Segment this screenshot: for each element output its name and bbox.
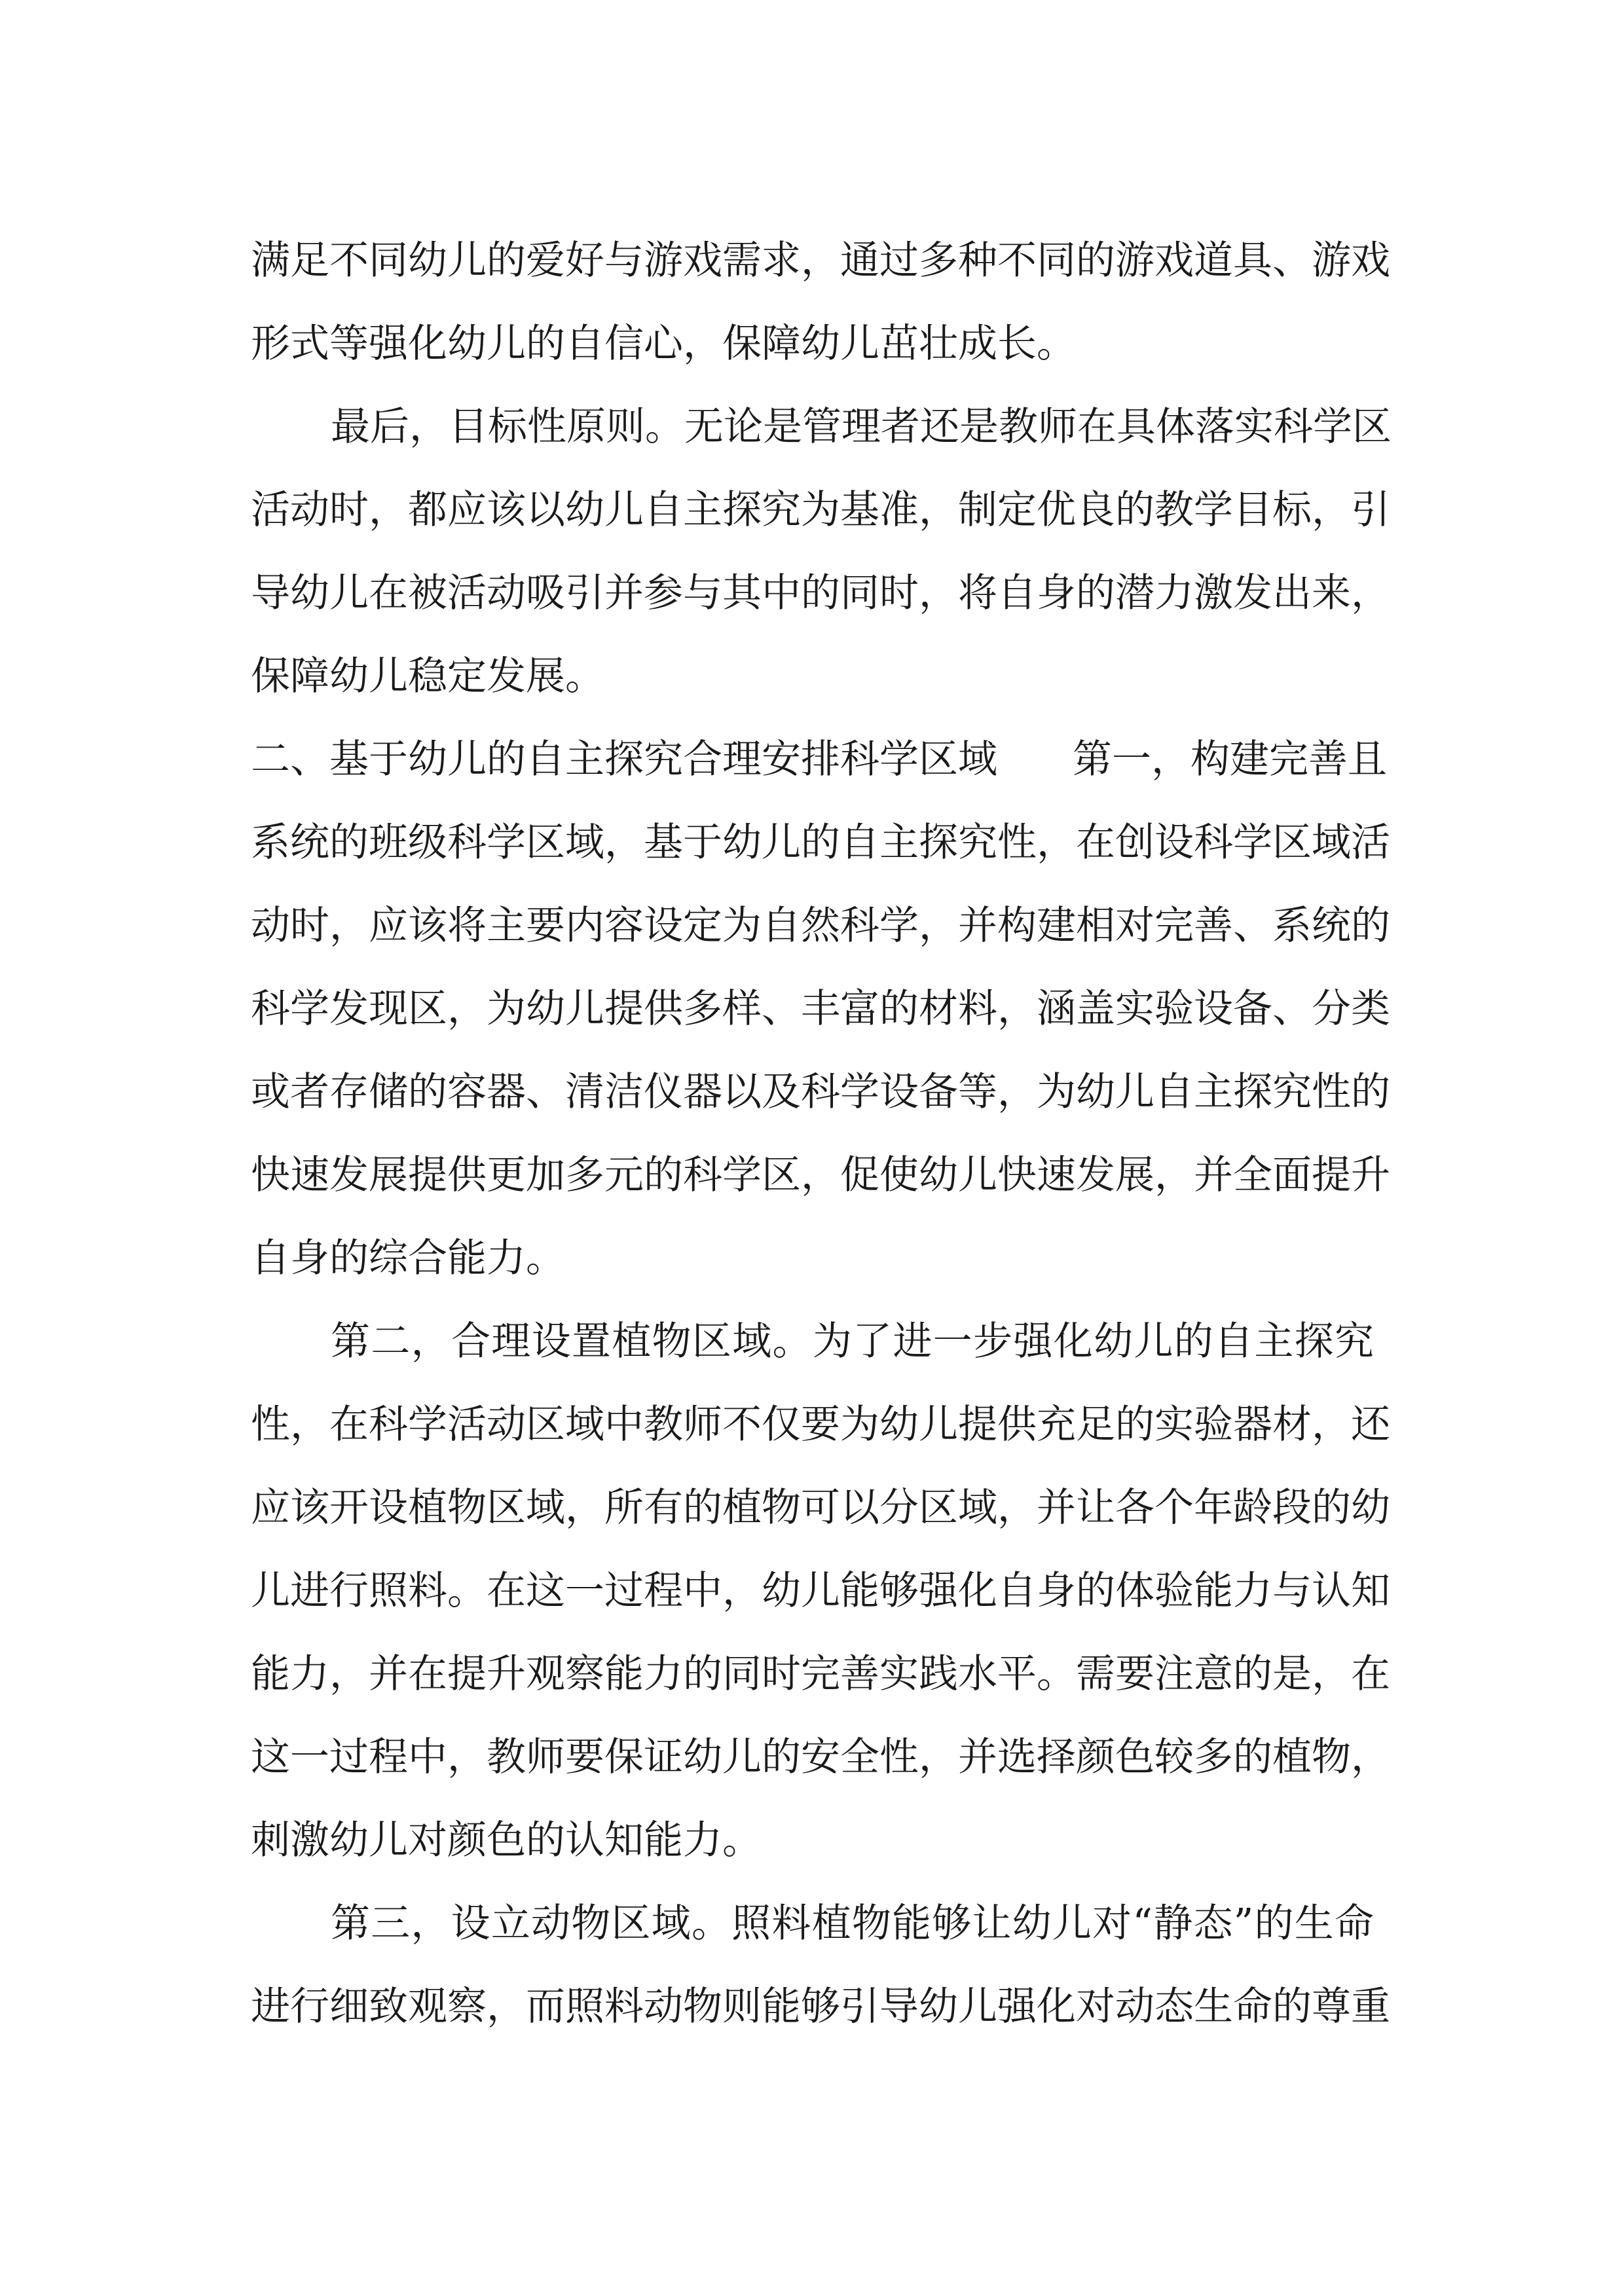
text-line: 活动时，都应该以幼儿自主探究为基准，制定优良的教学目标，引 bbox=[251, 487, 1390, 533]
text-line: 满足不同幼儿的爱好与游戏需求，通过多种不同的游戏道具、游戏 bbox=[251, 238, 1390, 283]
text-line: 性，在科学活动区域中教师不仅要为幼儿提供充足的实验器材，还 bbox=[251, 1402, 1390, 1448]
text-line: 最后，目标性原则。无论是管理者还是教师在具体落实科学区 bbox=[331, 404, 1392, 450]
document-page bbox=[251, 219, 1392, 2049]
section-heading-line bbox=[251, 718, 1387, 801]
text-line: 第一，构建完善且 bbox=[1073, 737, 1387, 782]
section-heading: 二、基于幼儿的自主探究合理安排科学区域 bbox=[251, 737, 997, 782]
text-line: 科学发现区，为幼儿提供多样、丰富的材料，涵盖实验设备、分类 bbox=[251, 986, 1390, 1032]
text-line: 第三，设立动物区域。照料植物能够让幼儿对“静态”的生命 bbox=[331, 1901, 1374, 1946]
text-line: 这一过程中，教师要保证幼儿的安全性，并选择颜色较多的植物， bbox=[251, 1734, 1390, 1780]
text-line: 动时，应该将主要内容设定为自然科学，并构建相对完善、系统的 bbox=[251, 903, 1390, 949]
text-line: 保障幼儿稳定发展。 bbox=[251, 653, 604, 699]
text-line: 快速发展提供更加多元的科学区，促使幼儿快速发展，并全面提升 bbox=[251, 1152, 1390, 1198]
text-line: 第二，合理设置植物区域。为了进一步强化幼儿的自主探究 bbox=[331, 1319, 1374, 1364]
text-line: 形式等强化幼儿的自信心，保障幼儿茁壮成长。 bbox=[251, 321, 1076, 367]
text-line: 能力，并在提升观察能力的同时完善实践水平。需要注意的是，在 bbox=[251, 1651, 1390, 1697]
text-line: 应该开设植物区域，所有的植物可以分区域，并让各个年龄段的幼 bbox=[251, 1485, 1390, 1531]
text-line: 进行细致观察，而照料动物则能够引导幼儿强化对动态生命的尊重 bbox=[251, 1984, 1390, 2030]
text-line: 或者存储的容器、清洁仪器以及科学设备等，为幼儿自主探究性的 bbox=[251, 1069, 1390, 1115]
text-line: 儿进行照料。在这一过程中，幼儿能够强化自身的体验能力与认知 bbox=[251, 1568, 1390, 1614]
text-line: 刺激幼儿对颜色的认知能力。 bbox=[251, 1817, 762, 1863]
text-line: 导幼儿在被活动吸引并参与其中的同时，将自身的潜力激发出来， bbox=[251, 570, 1390, 616]
text-line: 自身的综合能力。 bbox=[251, 1235, 565, 1281]
text-line: 系统的班级科学区域，基于幼儿的自主探究性，在创设科学区域活 bbox=[251, 820, 1390, 866]
